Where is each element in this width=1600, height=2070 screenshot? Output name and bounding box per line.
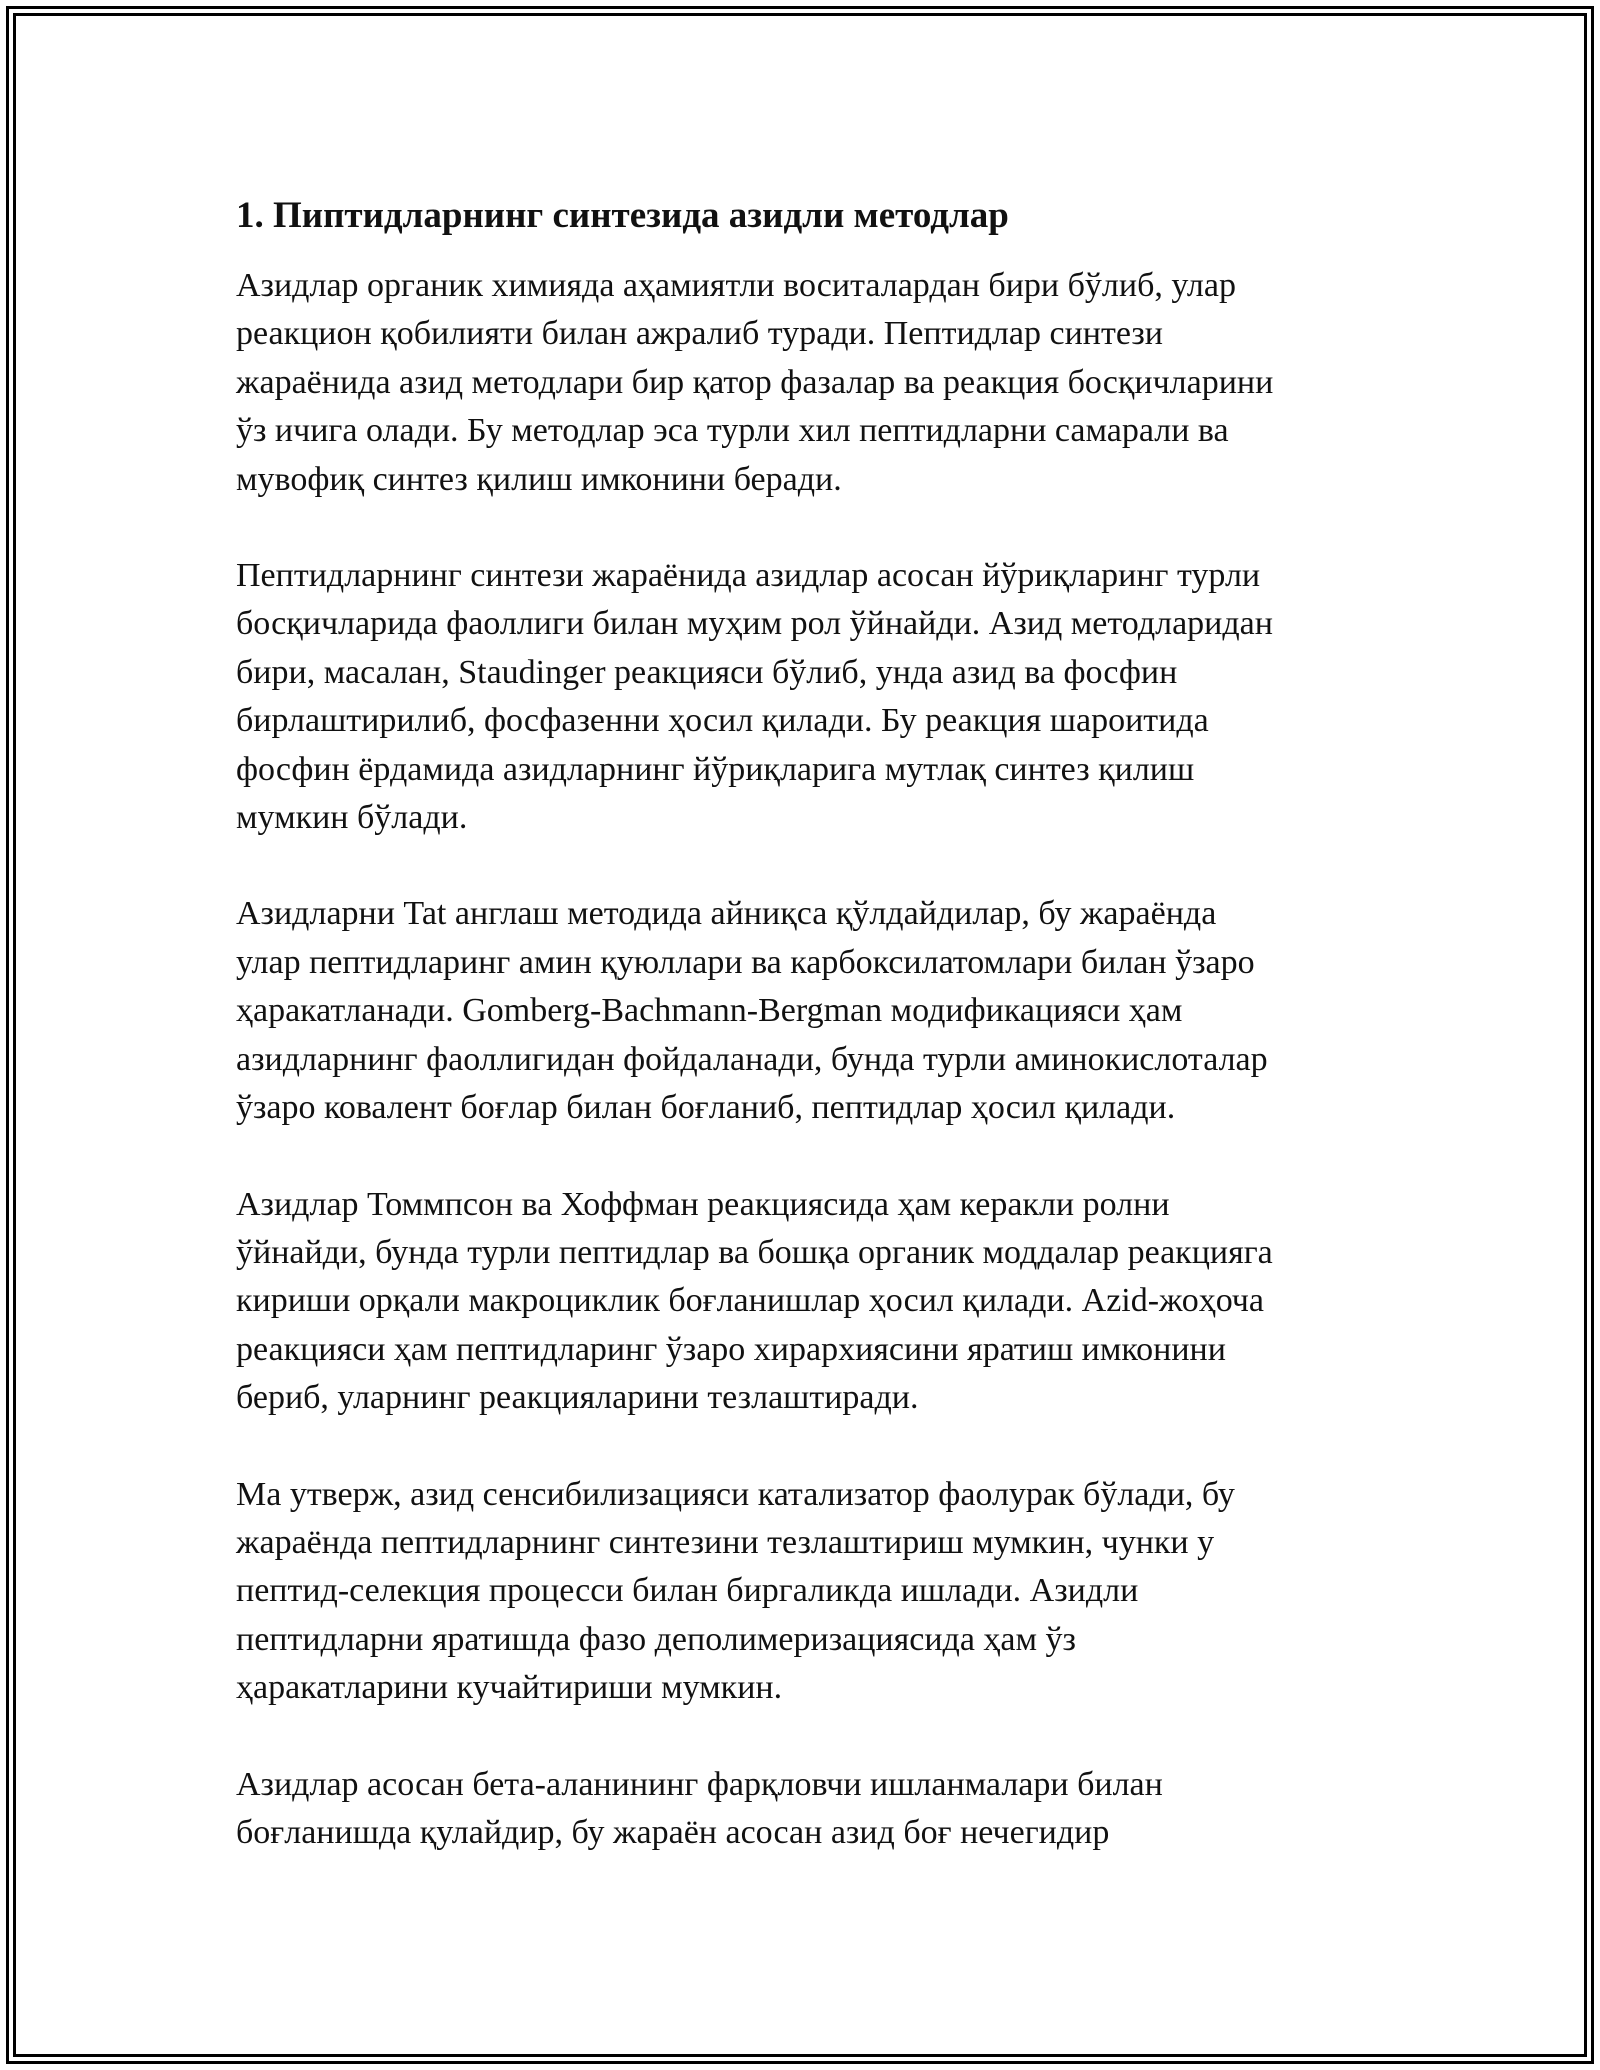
- text-line: жараёнида азид методлари бир қатор фазалар ва реакция босқичларини: [236, 363, 1274, 401]
- text-line: пептидларни яратишда фазо деполимеризациясида ҳам ўз: [236, 1620, 1076, 1658]
- text-line: бериб, уларнинг реакцияларини тезлаштиради.: [236, 1379, 919, 1417]
- text-line: пептид-селекция процесси билан биргаликда ишлади. Азидли: [236, 1572, 1139, 1610]
- text-line: реакцион қобилияти билан ажралиб туради. Пептидлар синтези: [236, 315, 1163, 353]
- text-line: бирлаштирилиб, фосфазенни ҳосил қилади. Бу реакция шароитида: [236, 702, 1209, 740]
- text-line: бири, масалан, Staudinger реакцияси бўлиб, унда азид ва фосфин: [236, 653, 1178, 691]
- paragraph-6: [236, 1761, 1376, 1858]
- text-line: ҳаракатларини кучайтириши мумкин.: [236, 1669, 783, 1707]
- paragraph-4: [236, 1181, 1376, 1423]
- text-line: реакцияси ҳам пептидларинг ўзаро хирархиясини яратиш имконини: [236, 1330, 1226, 1368]
- text-line: ўзаро ковалент боғлар билан боғланиб, пептидлар ҳосил қилади.: [236, 1089, 1176, 1127]
- text-line: Азидлар органик химияда аҳамиятли воситалардан бири бўлиб, улар: [236, 267, 1236, 304]
- document-body: [236, 186, 1376, 1905]
- text-line: Азидлар асосан бета-аланининг фарқловчи ишланмалари билан: [236, 1765, 1163, 1803]
- text-line: ўз ичига олади. Бу методлар эса турли хил пептидларни самарали ва: [236, 412, 1229, 450]
- text-line: кириши орқали макроциклик боғланишлар ҳосил қилади. Azid-жоҳоча: [236, 1282, 1265, 1320]
- paragraph-5: [236, 1471, 1376, 1713]
- text-line: азидларнинг фаоллигидан фойдаланади, бунда турли аминокислоталар: [236, 1040, 1268, 1078]
- text-line: босқичларида фаоллиги билан муҳим рол ўйнайди. Азид методларидан: [236, 605, 1273, 643]
- paragraph-2: [236, 552, 1376, 842]
- document-title: 1. Пиптидларнинг синтезида азидли методлар: [236, 195, 1009, 236]
- paragraph-1: [236, 262, 1376, 504]
- text-line: улар пептидларинг амин қуюллари ва карбоксилатомлари билан ўзаро: [236, 943, 1255, 981]
- text-line: Азидлар Томмпсон ва Хоффман реакциясида ҳам керакли ролни: [236, 1185, 1170, 1223]
- paragraph-3: [236, 890, 1376, 1132]
- text-line: Азидларни Tat англаш методида айниқса қўлдайдилар, бу жараёнда: [236, 895, 1217, 933]
- text-line: мувофиқ синтез қилиш имконини беради.: [236, 460, 842, 498]
- text-line: мумкин бўлади.: [236, 799, 468, 837]
- text-line: жараёнда пептидларнинг синтезини тезлаштириш мумкин, чунки у: [236, 1523, 1215, 1561]
- text-line: Пептидларнинг синтези жараёнида азидлар асосан йўриқларинг турли: [236, 557, 1261, 595]
- text-line: боғланишда қулайдир, бу жараён асосан азид боғ нечегидир: [236, 1813, 1110, 1851]
- text-line: ўйнайди, бунда турли пептидлар ва бошқа органик моддалар реакцияга: [236, 1233, 1273, 1271]
- text-line: фосфин ёрдамида азидларнинг йўриқларига мутлақ синтез қилиш: [236, 750, 1195, 788]
- text-line: Ма утверж, азид сенсибилизацияси катализатор фаолурак бўлади, бу: [236, 1475, 1235, 1513]
- text-line: ҳаракатланади. Gomberg-Bachmann-Bergman модификацияси ҳам: [236, 992, 1183, 1030]
